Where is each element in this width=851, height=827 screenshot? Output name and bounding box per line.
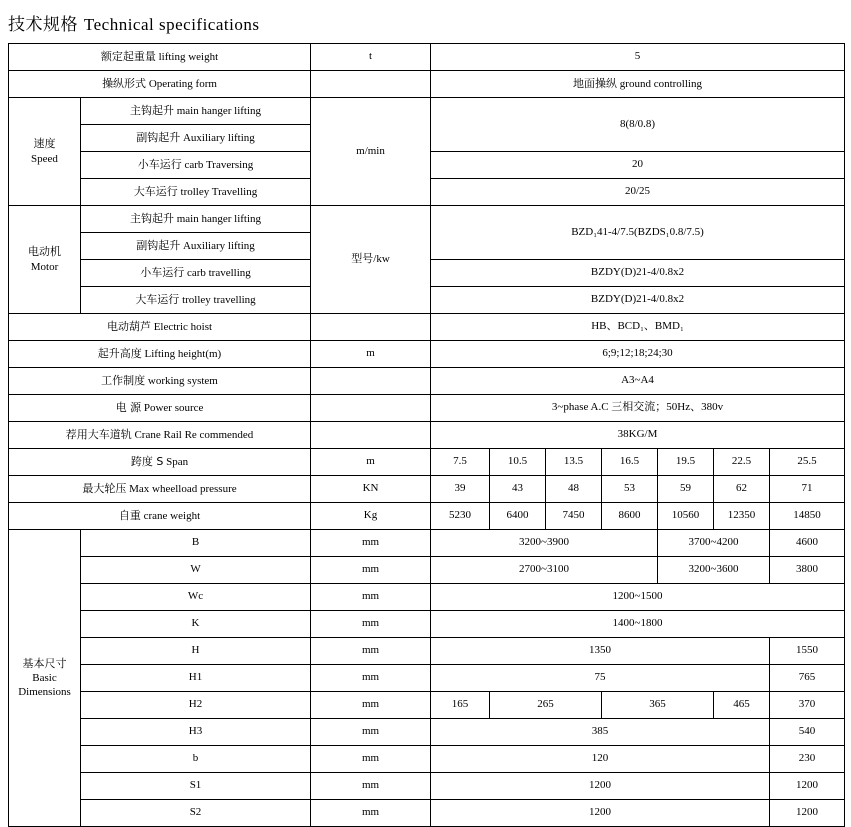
table-row <box>9 773 845 800</box>
value-crane-weight-6: 12350 <box>714 503 770 530</box>
table-row <box>9 503 845 530</box>
table-row <box>9 557 845 584</box>
row-label-motor-carb <box>81 260 311 287</box>
group-label-motor <box>9 206 81 314</box>
value-wheelload-4: 53 <box>602 476 658 503</box>
dimension-label: Wc <box>81 584 311 611</box>
value-crane-rail: 38KG/M <box>431 422 845 449</box>
dimension-value: 120 <box>431 746 770 773</box>
table-row <box>9 638 845 665</box>
label-en: Electric hoist <box>153 320 213 333</box>
dimension-unit: mm <box>311 800 431 827</box>
label-en: Power source <box>143 401 204 414</box>
dimension-value: 1350 <box>431 638 770 665</box>
value-operating-form <box>431 71 845 98</box>
dimension-unit: mm <box>311 773 431 800</box>
dimension-value: 1200 <box>770 773 845 800</box>
table-row <box>9 341 845 368</box>
label-en: main hanger lifting <box>176 104 262 117</box>
dimension-value: 1550 <box>770 638 845 665</box>
dimension-value: 230 <box>770 746 845 773</box>
label-cn: 跨度 S <box>130 454 164 468</box>
table-row <box>9 476 845 503</box>
label-en: carb travelling <box>186 266 251 279</box>
unit-operating-form <box>311 71 431 98</box>
label-en: crane weight <box>143 509 201 522</box>
table-row <box>9 692 845 719</box>
label-en: Operating form <box>148 77 217 90</box>
table-row <box>9 719 845 746</box>
value-span-3: 13.5 <box>546 449 602 476</box>
dimension-value: 365 <box>602 692 714 719</box>
row-label-speed-aux <box>81 125 311 152</box>
group-label-basic-dimensions <box>9 530 81 827</box>
label-en: lifting weight <box>158 50 219 63</box>
label-en: Max wheelload pressure <box>129 482 237 495</box>
dimension-unit: mm <box>311 692 431 719</box>
label-cn: 自重 <box>118 508 141 522</box>
label-cn: 副钩起升 <box>136 130 181 144</box>
row-label-lifting-height <box>9 341 311 368</box>
label-en: Auxiliary lifting <box>182 239 255 252</box>
value-motor-trolley: BZDY(D)21-4/0.8x2 <box>431 287 845 314</box>
table-row <box>9 449 845 476</box>
page-title <box>0 0 851 43</box>
value-working-system: A3~A4 <box>431 368 845 395</box>
value-motor-carb: BZDY(D)21-4/0.8x2 <box>431 260 845 287</box>
row-label-motor-aux <box>81 233 311 260</box>
row-label-speed-carb <box>81 152 311 179</box>
value-electric-hoist: HB、BCD₁、BMD₁ <box>431 314 845 341</box>
table-row <box>9 665 845 692</box>
unit-wheelload: KN <box>311 476 431 503</box>
label-cn: 小车运行 <box>140 265 185 279</box>
dimension-label: H2 <box>81 692 311 719</box>
dimension-label: B <box>81 530 311 557</box>
value-speed-main: 8(8/0.8) <box>431 98 845 152</box>
label-cn: 主钩起升 <box>129 211 174 225</box>
label-cn: 大车运行 <box>135 292 180 306</box>
table-row <box>9 314 845 341</box>
row-label-motor-main <box>81 206 311 233</box>
label-cn: 起升高度 <box>97 346 142 360</box>
dimension-label: K <box>81 611 311 638</box>
value-span-1: 7.5 <box>431 449 490 476</box>
dimension-unit: mm <box>311 719 431 746</box>
value-motor-main: BZD₁41-4/7.5(BZDS₁0.8/7.5) <box>431 206 845 260</box>
dimension-value: 370 <box>770 692 845 719</box>
dimension-label: S1 <box>81 773 311 800</box>
value-wheelload-7: 71 <box>770 476 845 503</box>
value-speed-trolley: 20/25 <box>431 179 845 206</box>
unit-power-source <box>311 395 431 422</box>
value-wheelload-5: 59 <box>658 476 714 503</box>
label-cn: 副钩起升 <box>136 238 181 252</box>
dimension-value: 4600 <box>770 530 845 557</box>
label-cn: 电 源 <box>115 400 142 414</box>
value-crane-weight-1: 5230 <box>431 503 490 530</box>
label-cn: 操纵形式 <box>102 76 147 90</box>
dimension-value: 165 <box>431 692 490 719</box>
value-speed-carb: 20 <box>431 152 845 179</box>
value-cn: 地面操纵 <box>573 76 618 90</box>
value-wheelload-2: 43 <box>490 476 546 503</box>
dimension-value: 465 <box>714 692 770 719</box>
value-lifting-height: 6;9;12;18;24;30 <box>431 341 845 368</box>
row-label-working-system <box>9 368 311 395</box>
row-label-power-source <box>9 395 311 422</box>
label-en: main hanger lifting <box>176 212 262 225</box>
table-row <box>9 800 845 827</box>
group-label-basic-cn: 基本尺寸 <box>22 656 67 670</box>
value-crane-weight-5: 10560 <box>658 503 714 530</box>
value-en: ground controlling <box>619 77 702 90</box>
label-en: Crane Rail Re commended <box>134 428 254 441</box>
label-cn: 小车运行 <box>137 157 182 171</box>
table-row <box>9 611 845 638</box>
dimension-value: 3700~4200 <box>658 530 770 557</box>
row-label-motor-trolley <box>81 287 311 314</box>
label-en: working system <box>147 374 218 387</box>
table-row <box>9 530 845 557</box>
dimension-value: 1200 <box>770 800 845 827</box>
dimension-value: 765 <box>770 665 845 692</box>
group-label-motor-cn: 电动机 <box>28 245 61 259</box>
dimension-label: H <box>81 638 311 665</box>
dimension-value: 265 <box>490 692 602 719</box>
label-cn: 大车运行 <box>133 184 178 198</box>
table-row <box>9 395 845 422</box>
unit-crane-rail <box>311 422 431 449</box>
dimension-value: 540 <box>770 719 845 746</box>
label-en: Auxiliary lifting <box>182 131 255 144</box>
label-en: trolley travelling <box>182 293 256 306</box>
dimension-value: 1200 <box>431 773 770 800</box>
label-cn: 荐用大车道轨 <box>65 427 132 441</box>
value-lifting-weight: 5 <box>431 44 845 71</box>
dimension-value: 1200 <box>431 800 770 827</box>
row-label-electric-hoist <box>9 314 311 341</box>
unit-motor: 型号/kw <box>311 206 431 314</box>
group-label-speed-en: Speed <box>31 152 58 165</box>
row-label-span <box>9 449 311 476</box>
row-label-speed-trolley <box>81 179 311 206</box>
value-wheelload-3: 48 <box>546 476 602 503</box>
dimension-unit: mm <box>311 557 431 584</box>
unit-electric-hoist <box>311 314 431 341</box>
value-crane-weight-7: 14850 <box>770 503 845 530</box>
dimension-value: 75 <box>431 665 770 692</box>
label-en: carb Traversing <box>184 158 254 171</box>
label-en: Span <box>166 455 189 468</box>
value-span-2: 10.5 <box>490 449 546 476</box>
technical-specifications-table <box>8 43 845 827</box>
dimension-value: 2700~3100 <box>431 557 658 584</box>
dimension-value: 3800 <box>770 557 845 584</box>
dimension-label: S2 <box>81 800 311 827</box>
row-label-crane-weight <box>9 503 311 530</box>
group-label-motor-en: Motor <box>30 260 59 273</box>
dimension-label: b <box>81 746 311 773</box>
table-row <box>9 44 845 71</box>
table-row <box>9 746 845 773</box>
table-row <box>9 422 845 449</box>
dimension-unit: mm <box>311 530 431 557</box>
table-row <box>9 71 845 98</box>
value-crane-weight-2: 6400 <box>490 503 546 530</box>
group-label-basic-en2: Dimensions <box>18 686 71 699</box>
label-en: Lifting height(m) <box>144 347 222 360</box>
dimension-value: 3200~3900 <box>431 530 658 557</box>
unit-lifting-height: m <box>311 341 431 368</box>
dimension-unit: mm <box>311 638 431 665</box>
label-cn: 工作制度 <box>101 373 146 387</box>
label-cn: 电动葫芦 <box>106 319 151 333</box>
row-label-wheelload <box>9 476 311 503</box>
unit-span: m <box>311 449 431 476</box>
value-span-7: 25.5 <box>770 449 845 476</box>
value-wheelload-6: 62 <box>714 476 770 503</box>
value-power-source: 3~phase A.C 三相交流；50Hz、380v <box>431 395 845 422</box>
row-label-lifting-weight <box>9 44 311 71</box>
value-crane-weight-3: 7450 <box>546 503 602 530</box>
dimension-unit: mm <box>311 584 431 611</box>
unit-lifting-weight: t <box>311 44 431 71</box>
row-label-operating-form <box>9 71 311 98</box>
value-crane-weight-4: 8600 <box>602 503 658 530</box>
group-label-speed <box>9 98 81 206</box>
group-label-basic-en1: Basic <box>32 671 57 684</box>
unit-crane-weight: Kg <box>311 503 431 530</box>
dimension-value: 1200~1500 <box>431 584 845 611</box>
label-cn: 主钩起升 <box>129 103 174 117</box>
dimension-unit: mm <box>311 665 431 692</box>
value-span-6: 22.5 <box>714 449 770 476</box>
dimension-unit: mm <box>311 746 431 773</box>
dimension-label: W <box>81 557 311 584</box>
dimension-value: 385 <box>431 719 770 746</box>
table-row <box>9 98 845 125</box>
value-wheelload-1: 39 <box>431 476 490 503</box>
label-cn: 额定起重量 <box>100 49 156 63</box>
table-row <box>9 584 845 611</box>
unit-working-system <box>311 368 431 395</box>
table-row <box>9 368 845 395</box>
value-span-5: 19.5 <box>658 449 714 476</box>
row-label-speed-main <box>81 98 311 125</box>
group-label-speed-cn: 速度 <box>33 137 56 151</box>
label-cn: 最大轮压 <box>82 481 127 495</box>
table-row <box>9 206 845 233</box>
page-title-cn: 技术规格 <box>8 15 78 35</box>
dimension-label: H1 <box>81 665 311 692</box>
dimension-value: 3200~3600 <box>658 557 770 584</box>
page-title-en: Technical specifications <box>83 15 260 34</box>
row-label-crane-rail <box>9 422 311 449</box>
dimension-label: H3 <box>81 719 311 746</box>
value-span-4: 16.5 <box>602 449 658 476</box>
unit-speed: m/min <box>311 98 431 206</box>
dimension-unit: mm <box>311 611 431 638</box>
label-en: trolley Travelling <box>180 185 258 198</box>
dimension-value: 1400~1800 <box>431 611 845 638</box>
